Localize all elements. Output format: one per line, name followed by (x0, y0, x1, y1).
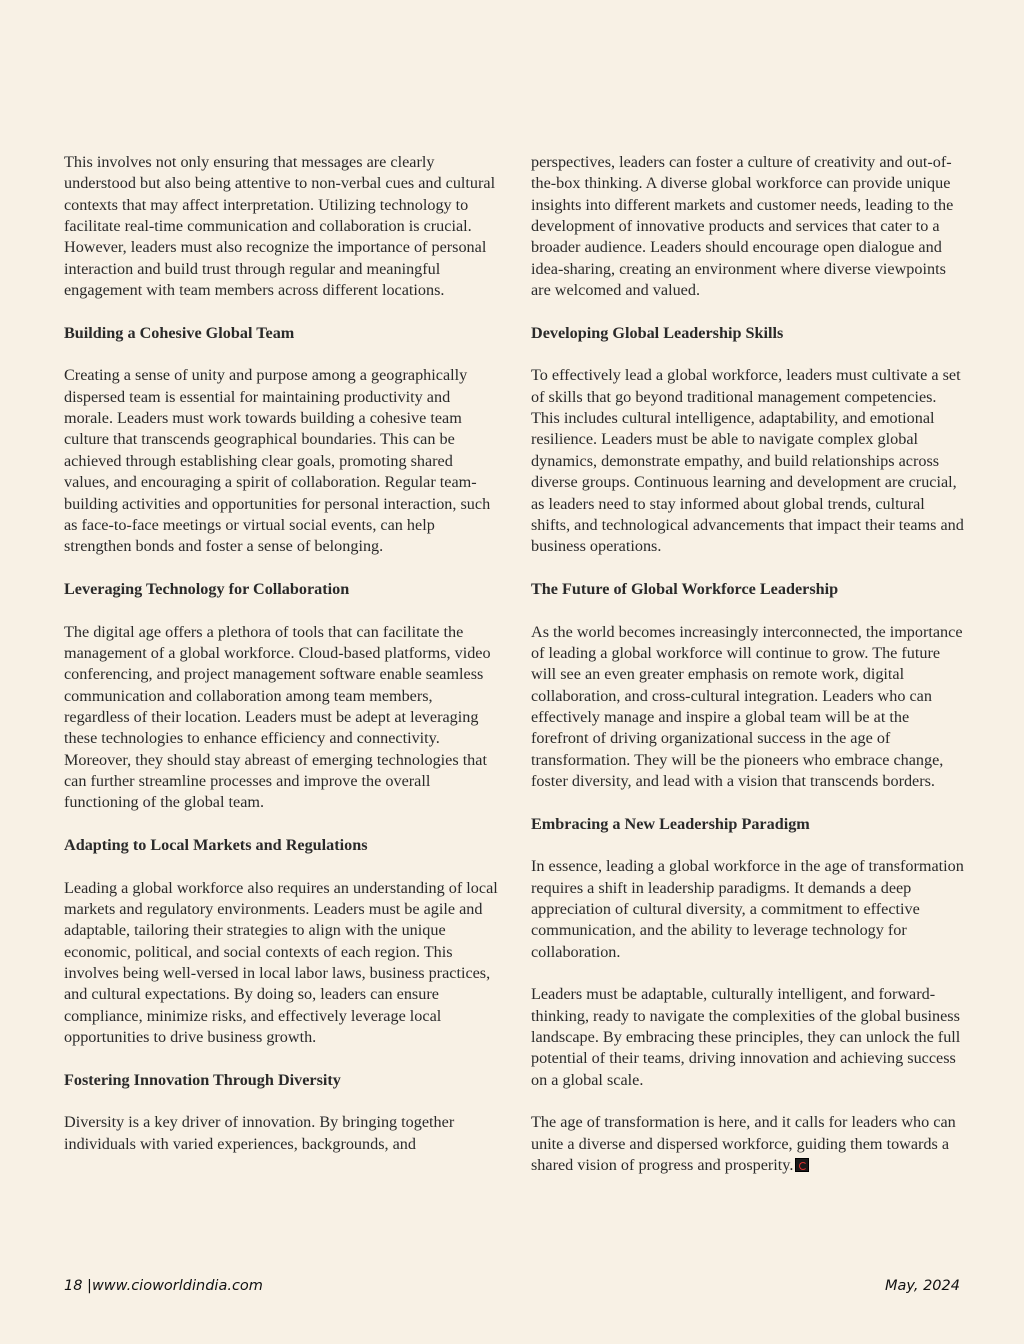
paradigm-paragraph-3 (531, 1112, 965, 1176)
local-markets-paragraph: Leading a global workforce also requires an understanding of local markets and regulatory environments. Leaders must be agile and adaptable, tailoring their strategies to align with the unique economic, political, and social contexts of each region. This involves being well-versed in local labor laws, business practices, and cultural expectations. By doing so, leaders can ensure compliance, minimize risks, and effectively leverage local opportunities to drive business growth. (64, 878, 498, 1047)
article-end-icon (795, 1158, 809, 1172)
paradigm-paragraph-2: Leaders must be adaptable, culturally intelligent, and forward-thinking, ready to navigate the complexities of the global business landscape. By embracing these principles, they can unlock the full potential of their teams, driving innovation and achieving success on a global scale. (531, 985, 961, 1089)
intro-paragraph: This involves not only ensuring that messages are clearly understood but also being attentive to non-verbal cues and cultural contexts that may affect interpretation. Utilizing technology to facilitate real-time communication and collaboration is crucial. However, leaders must also recognize the importance of personal interaction and build trust through regular and meaningful engagement with team members across different locations. (64, 153, 496, 300)
heading-future: The Future of Global Workforce Leadership (531, 579, 839, 598)
footer-page-site: 18 |www.cioworldindia.com (64, 1278, 263, 1294)
closing-text: The age of transformation is here, and it calls for leaders who can unite a diverse and dispersed workforce, guiding them towards a shared vision of progress and prosperity. (531, 1113, 956, 1175)
heading-cohesive-team: Building a Cohesive Global Team (64, 323, 295, 342)
right-column (531, 152, 965, 1177)
footer-date: May, 2024 (885, 1278, 960, 1294)
heading-technology: Leveraging Technology for Collaboration (64, 579, 350, 598)
heading-diversity: Fostering Innovation Through Diversity (64, 1070, 341, 1089)
heading-local-markets: Adapting to Local Markets and Regulations (64, 836, 368, 854)
technology-paragraph: The digital age offers a plethora of tools that can facilitate the management of a global workforce. Cloud-based platforms, video conferencing, and project management software enable seamless communication and collaboration among team members, regardless of their location. Leaders must be adept at leveraging these technologies to enhance efficiency and connectivity. Moreover, they should stay abreast of emerging technologies that can further streamline processes and improve the overall functioning of the global team. (64, 622, 491, 812)
heading-paradigm: Embracing a New Leadership Paradigm (531, 814, 810, 833)
leadership-skills-paragraph: To effectively lead a global workforce, leaders must cultivate a set of skills that go beyond traditional management competencies. This includes cultural intelligence, adaptability, and emotional resilience. Leaders must be able to navigate complex global dynamics, demonstrate empathy, and build relationships across diverse groups. Continuous learning and development are crucial, as leaders need to stay informed about global trends, cultural shifts, and technological advancements that impact their teams and business operations. (531, 366, 964, 556)
diversity-continued-paragraph: perspectives, leaders can foster a culture of creativity and out-of-the-box thinking. A diverse global workforce can provide unique insights into different markets and customer needs, leading to the development of innovative products and services that cater to a broader audience. Leaders should encourage open dialogue and idea-sharing, creating an environment where diverse viewpoints are welcomed and valued. (531, 153, 954, 300)
diversity-paragraph: Diversity is a key driver of innovation. By bringing together individuals with varied experiences, backgrounds, and (64, 1113, 455, 1153)
cohesive-team-paragraph: Creating a sense of unity and purpose among a geographically dispersed team is essential for maintaining productivity and morale. Leaders must work towards building a cohesive team culture that transcends geographical boundaries. This can be achieved through establishing clear goals, promoting shared values, and encouraging a spirit of collaboration. Regular team-building activities and opportunities for personal interaction, such as face-to-face meetings or virtual social events, can help strengthen bonds and foster a sense of belonging. (64, 366, 491, 556)
future-paragraph: As the world becomes increasingly interconnected, the importance of leading a global workforce will continue to grow. The future will see an even greater emphasis on remote work, digital collaboration, and cross-cultural integration. Leaders who can effectively manage and inspire a global team will be at the forefront of driving organizational success in the age of transformation. They will be the pioneers who embrace change, foster diversity, and lead with a vision that transcends borders. (531, 622, 963, 790)
paradigm-paragraph-1: In essence, leading a global workforce in the age of transformation requires a shift in leadership paradigms. It demands a deep appreciation of cultural diversity, a commitment to effective communication, and the ability to leverage technology for collaboration. (531, 857, 964, 961)
left-column (64, 152, 498, 1155)
heading-leadership-skills: Developing Global Leadership Skills (531, 323, 784, 342)
